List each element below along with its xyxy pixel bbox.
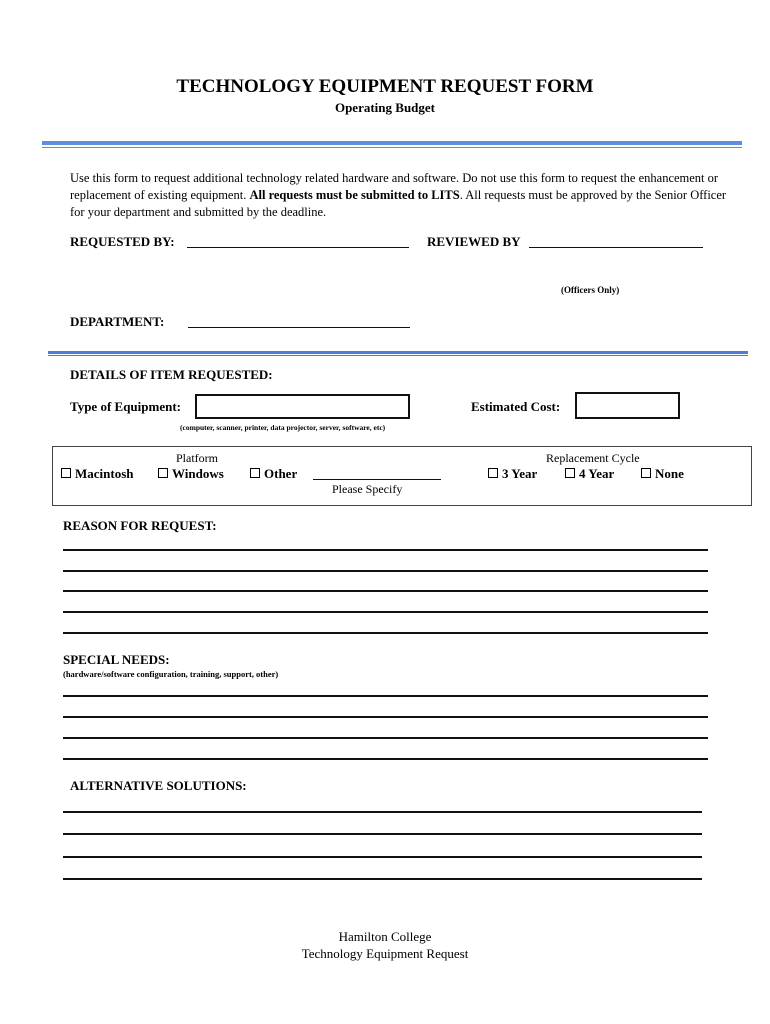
alternatives-line[interactable] — [63, 833, 702, 835]
reason-line[interactable] — [63, 611, 708, 613]
alternatives-line[interactable] — [63, 878, 702, 880]
form-subtitle: Operating Budget — [334, 100, 436, 115]
checkbox-icon[interactable] — [641, 468, 651, 478]
platform-option-other[interactable]: Other — [250, 466, 297, 482]
special-needs-line[interactable] — [63, 695, 708, 697]
other-specify-field[interactable] — [313, 479, 441, 480]
footer-college: Hamilton College — [338, 929, 432, 944]
platform-option-windows[interactable]: Windows — [158, 466, 224, 482]
special-needs-line[interactable] — [63, 758, 708, 760]
form-title: TECHNOLOGY EQUIPMENT REQUEST FORM — [176, 76, 594, 97]
please-specify-label: Please Specify — [332, 482, 403, 496]
reviewed-by-label: REVIEWED BY — [427, 234, 521, 249]
special-needs-hint: (hardware/software configuration, training, support, other) — [63, 669, 279, 679]
replacement-cycle-label: Replacement Cycle — [546, 451, 640, 465]
intro-paragraph — [70, 170, 740, 221]
reason-line[interactable] — [63, 549, 708, 551]
checkbox-icon[interactable] — [158, 468, 168, 478]
estimated-cost-input[interactable] — [575, 392, 680, 419]
platform-label: Platform — [176, 451, 218, 465]
checkbox-icon[interactable] — [250, 468, 260, 478]
section-divider-thin — [48, 355, 748, 356]
requested-by-field[interactable] — [187, 247, 409, 248]
type-of-equipment-input[interactable] — [195, 394, 410, 419]
reason-line[interactable] — [63, 632, 708, 634]
estimated-cost-label: Estimated Cost: — [471, 399, 561, 414]
replacement-option-4-year[interactable]: 4 Year — [565, 466, 614, 482]
details-heading: DETAILS OF ITEM REQUESTED: — [70, 367, 273, 382]
header-divider-thin — [42, 147, 742, 148]
reason-line[interactable] — [63, 570, 708, 572]
checkbox-icon[interactable] — [61, 468, 71, 478]
special-needs-heading: SPECIAL NEEDS: — [63, 652, 170, 667]
alternative-solutions-heading: ALTERNATIVE SOLUTIONS: — [70, 778, 247, 793]
reason-heading: REASON FOR REQUEST: — [63, 518, 217, 533]
department-label: DEPARTMENT: — [70, 314, 165, 329]
reviewed-by-field[interactable] — [529, 247, 703, 248]
special-needs-line[interactable] — [63, 716, 708, 718]
intro-text-bold: All requests must be submitted to LITS — [249, 188, 460, 202]
checkbox-icon[interactable] — [488, 468, 498, 478]
platform-option-macintosh[interactable]: Macintosh — [61, 466, 134, 482]
intro-text-b: . All requests must be approved by the Senior Officer for your department and submitted by the deadline. — [70, 188, 727, 219]
alternatives-line[interactable] — [63, 811, 702, 813]
type-of-equipment-hint: (computer, scanner, printer, data projector, server, software, etc) — [180, 423, 386, 432]
replacement-option-3-year[interactable]: 3 Year — [488, 466, 537, 482]
replacement-option-none[interactable]: None — [641, 466, 684, 482]
reason-line[interactable] — [63, 590, 708, 592]
special-needs-line[interactable] — [63, 737, 708, 739]
section-divider — [48, 351, 748, 354]
header-divider — [42, 141, 742, 145]
footer-form-name: Technology Equipment Request — [301, 946, 469, 961]
intro-text-a: Use this form to request additional technology related hardware and software. Do not use this form to request the enhancement or replacement of existing equipment. — [70, 171, 719, 202]
checkbox-icon[interactable] — [565, 468, 575, 478]
type-of-equipment-label: Type of Equipment: — [70, 399, 181, 414]
alternatives-line[interactable] — [63, 856, 702, 858]
officers-only-note: (Officers Only) — [561, 285, 620, 295]
requested-by-label: REQUESTED BY: — [70, 234, 175, 249]
department-field[interactable] — [188, 327, 410, 328]
